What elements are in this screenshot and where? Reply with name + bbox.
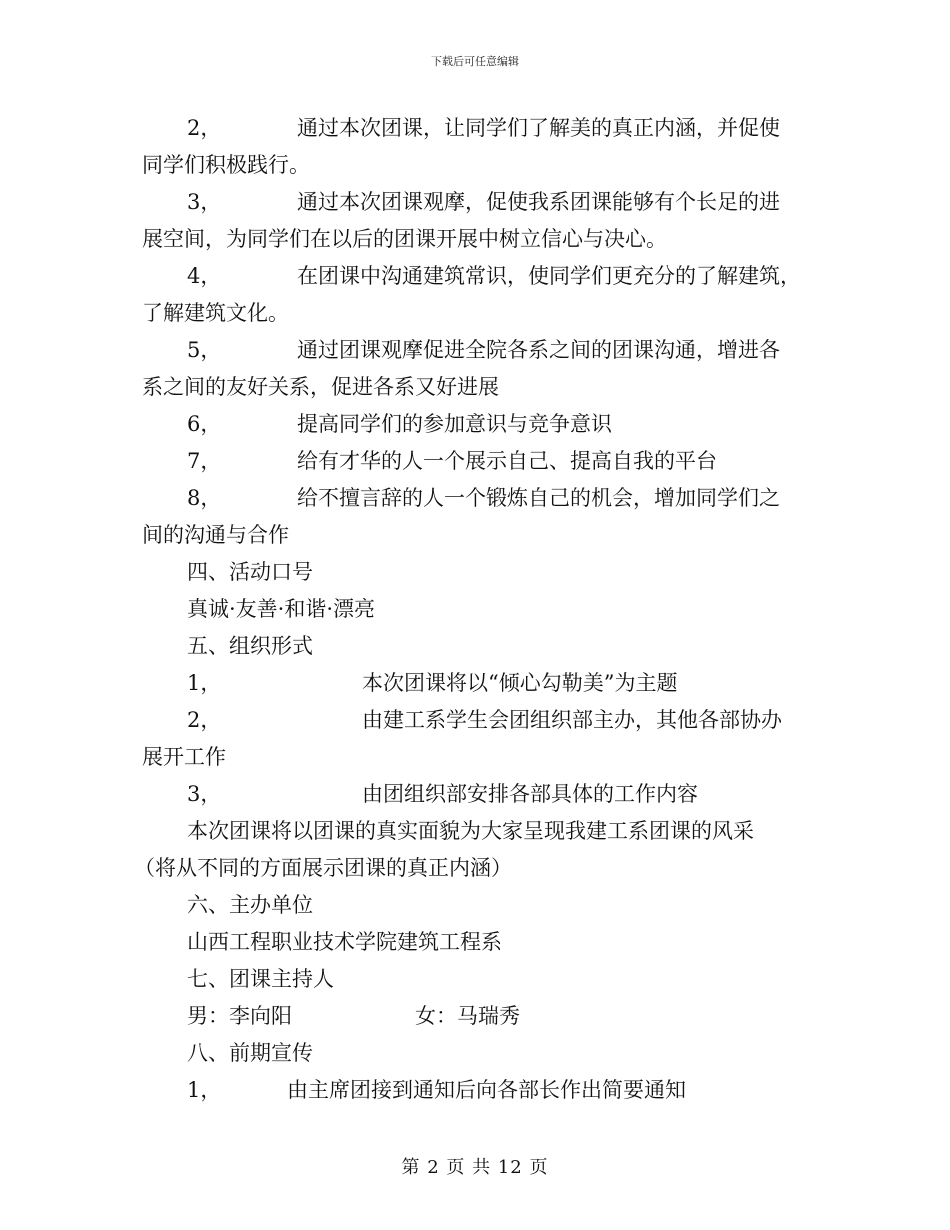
- organizer-text: 山西工程职业技术学院建筑工程系: [187, 930, 502, 954]
- item-text: 展开工作: [142, 745, 226, 769]
- page-footer: 第 2 页 共 12 页: [401, 1157, 549, 1178]
- item-text: 通过团课观摩促进全院各系之间的团课沟通，增进各: [297, 338, 780, 362]
- item-number: 1，: [187, 671, 222, 695]
- item-text: 给不擅言辞的人一个锻炼自己的机会，增加同学们之: [297, 486, 780, 510]
- item-text: 展空间，为同学们在以后的团课开展中树立信心与决心。: [142, 227, 667, 251]
- paragraph-text: （将从不同的方面展示团课的真正内涵）: [134, 856, 512, 880]
- heading-text: 五、组织形式: [187, 634, 313, 658]
- item-number: 8，: [187, 486, 222, 510]
- item-text: 由团组织部安排各部具体的工作内容: [362, 782, 698, 806]
- item-number: 1，: [187, 1078, 222, 1102]
- item-number: 5，: [187, 338, 222, 362]
- heading-text: 六、主办单位: [187, 893, 313, 917]
- item-text: 由主席团接到通知后向各部长作出简要通知: [287, 1078, 686, 1102]
- item-text: 给有才华的人一个展示自己、提高自我的平台: [297, 449, 717, 473]
- item-text: 系之间的友好关系，促进各系又好进展: [142, 375, 499, 399]
- item-number: 6，: [187, 412, 222, 436]
- item-text: 本次团课将以“倾心勾勒美”为主题: [362, 671, 678, 695]
- item-number: 3，: [187, 190, 222, 214]
- heading-text: 八、前期宣传: [187, 1041, 313, 1065]
- slogan-text: 真诚·友善·和谐·漂亮: [187, 597, 376, 621]
- item-text: 了解建筑文化。: [142, 301, 289, 325]
- item-text: 通过本次团课观摩，促使我系团课能够有个长足的进: [297, 190, 780, 214]
- item-text: 由建工系学生会团组织部主办，其他各部协办: [362, 708, 782, 732]
- host-male: 男：李向阳: [187, 1004, 292, 1028]
- item-number: 3，: [187, 782, 222, 806]
- heading-text: 四、活动口号: [187, 560, 313, 584]
- item-number: 2，: [187, 116, 222, 140]
- host-female: 女：马瑞秀: [415, 1004, 520, 1028]
- item-text: 同学们积极践行。: [142, 153, 310, 177]
- item-text: 提高同学们的参加意识与竞争意识: [297, 412, 612, 436]
- heading-text: 七、团课主持人: [187, 967, 334, 991]
- page-header: 下载后可任意编辑: [431, 55, 519, 68]
- item-text: 间的沟通与合作: [142, 523, 289, 547]
- item-text: 在团课中沟通建筑常识，使同学们更充分的了解建筑，: [297, 264, 801, 288]
- item-number: 2，: [187, 708, 222, 732]
- paragraph-text: 本次团课将以团课的真实面貌为大家呈现我建工系团课的风采: [187, 819, 754, 843]
- item-text: 通过本次团课，让同学们了解美的真正内涵，并促使: [297, 116, 780, 140]
- item-number: 7，: [187, 449, 222, 473]
- item-number: 4，: [187, 264, 222, 288]
